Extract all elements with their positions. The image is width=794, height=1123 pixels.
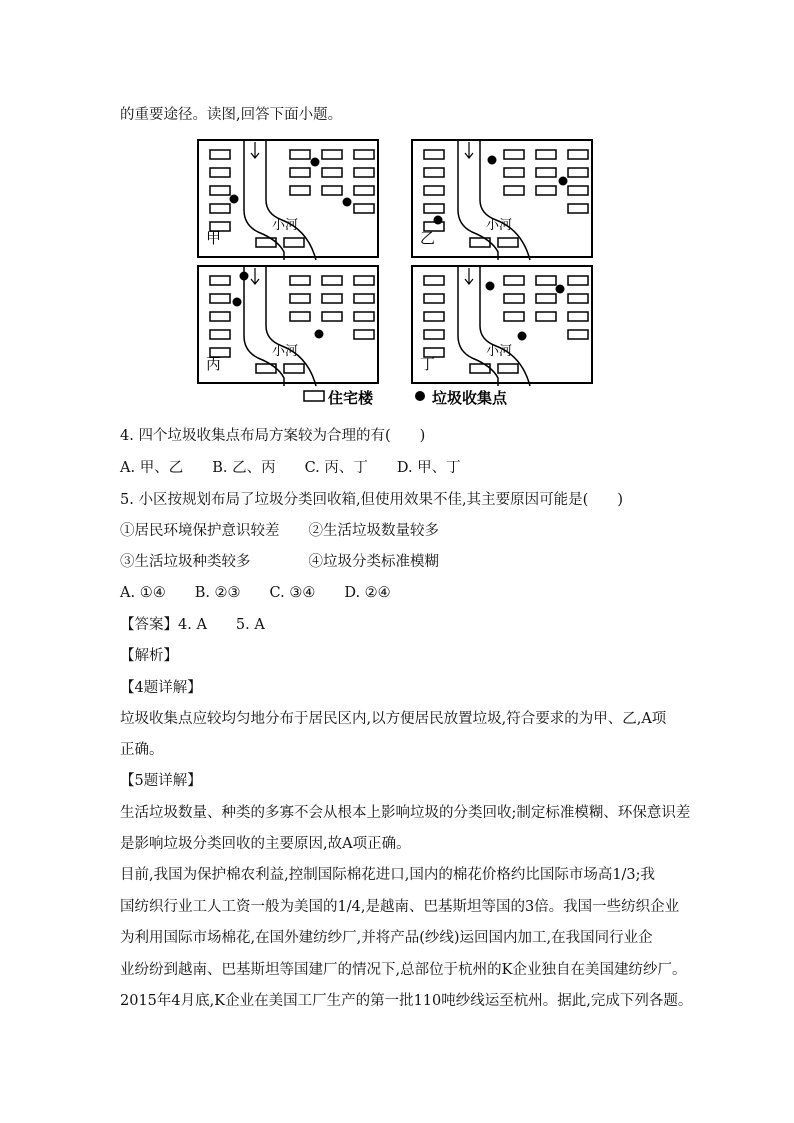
- river-label: 小河: [272, 344, 299, 359]
- point-legend-swatch: [415, 391, 425, 401]
- q4-options: A. 甲、乙 B. 乙、丙 C. 丙、丁 D. 甲、丁: [120, 460, 461, 476]
- analysis-heading: 【解析】: [120, 648, 178, 664]
- panel-label: 丁: [420, 355, 436, 373]
- passage-line: 2015年4月底,K企业在美国工厂生产的第一批110吨纱线运至杭州。据此,完成下列各题。: [120, 993, 693, 1009]
- intro-text: 的重要途径。读图,回答下面小题。: [120, 107, 343, 123]
- q4-detail-line: 正确。: [120, 742, 164, 758]
- panel-label: 甲: [206, 229, 222, 247]
- river-label: 小河: [486, 344, 513, 359]
- building-legend-label: 住宅楼: [328, 389, 374, 407]
- answer-line: 【答案】4. A 5. A: [120, 617, 265, 633]
- passage-line: 目前,我国为保护棉农利益,控制国际棉花进口,国内的棉花价格约比国际市场高1/3;我: [120, 867, 656, 883]
- point-legend-label: 垃圾收集点: [432, 389, 508, 407]
- q4-detail-line: 垃圾收集点应较均匀地分布于居民区内,以方便居民放置垃圾,符合要求的为甲、乙,A项: [120, 711, 667, 727]
- panel-jia: [198, 140, 378, 260]
- collection-point: [240, 272, 249, 281]
- passage-line: 国纺织行业工人工资一般为美国的1/4,是越南、巴基斯坦等国的3倍。我国一些纺织企业: [120, 899, 680, 915]
- collection-point: [343, 198, 352, 207]
- collection-point: [233, 298, 242, 307]
- collection-point: [559, 177, 568, 186]
- passage-line: 为利用国际市场棉花,在国外建纺纱厂,并将产品(纱线)运回国内加工,在我国同行业企: [120, 930, 653, 946]
- figure-legend: [304, 389, 508, 407]
- q5-items-1: ①居民环境保护意识较差 ②生活垃圾数量较多: [120, 523, 439, 539]
- building-legend-swatch: [304, 391, 324, 401]
- q4-stem: 4. 四个垃圾收集点布局方案较为合理的有( ): [120, 428, 426, 444]
- collection-point: [486, 282, 495, 291]
- q5-stem: 5. 小区按规划布局了垃圾分类回收箱,但使用效果不佳,其主要原因可能是( ): [120, 492, 623, 508]
- river-label: 小河: [486, 218, 513, 233]
- collection-point: [488, 156, 497, 165]
- collection-point: [518, 332, 527, 341]
- panel-ding: [412, 266, 592, 386]
- passage-line: 业纷纷到越南、巴基斯坦等国建厂的情况下,总部位于杭州的K企业独自在美国建纺纱厂。: [120, 962, 687, 978]
- panel-bing: [198, 266, 378, 386]
- collection-point: [434, 216, 443, 225]
- q4-detail-heading: 【4题详解】: [120, 680, 202, 696]
- panel-label: 乙: [420, 229, 436, 247]
- collection-point: [556, 285, 565, 294]
- collection-point: [315, 330, 324, 339]
- q5-options: A. ①④ B. ②③ C. ③④ D. ②④: [120, 585, 391, 601]
- q5-detail-line: 生活垃圾数量、种类的多寡不会从根本上影响垃圾的分类回收;制定标准模糊、环保意识差: [120, 805, 691, 821]
- collection-point: [311, 158, 320, 167]
- q5-items-2: ③生活垃圾种类较多 ④垃圾分类标准模糊: [120, 554, 439, 570]
- panel-yi: [412, 140, 592, 260]
- collection-point: [230, 195, 239, 204]
- q5-detail-heading: 【5题详解】: [120, 773, 202, 789]
- river-label: 小河: [272, 218, 299, 233]
- garbage-layout-figure: [196, 138, 600, 410]
- panel-label: 丙: [206, 355, 222, 373]
- q5-detail-line: 是影响垃圾分类回收的主要原因,故A项正确。: [120, 836, 411, 852]
